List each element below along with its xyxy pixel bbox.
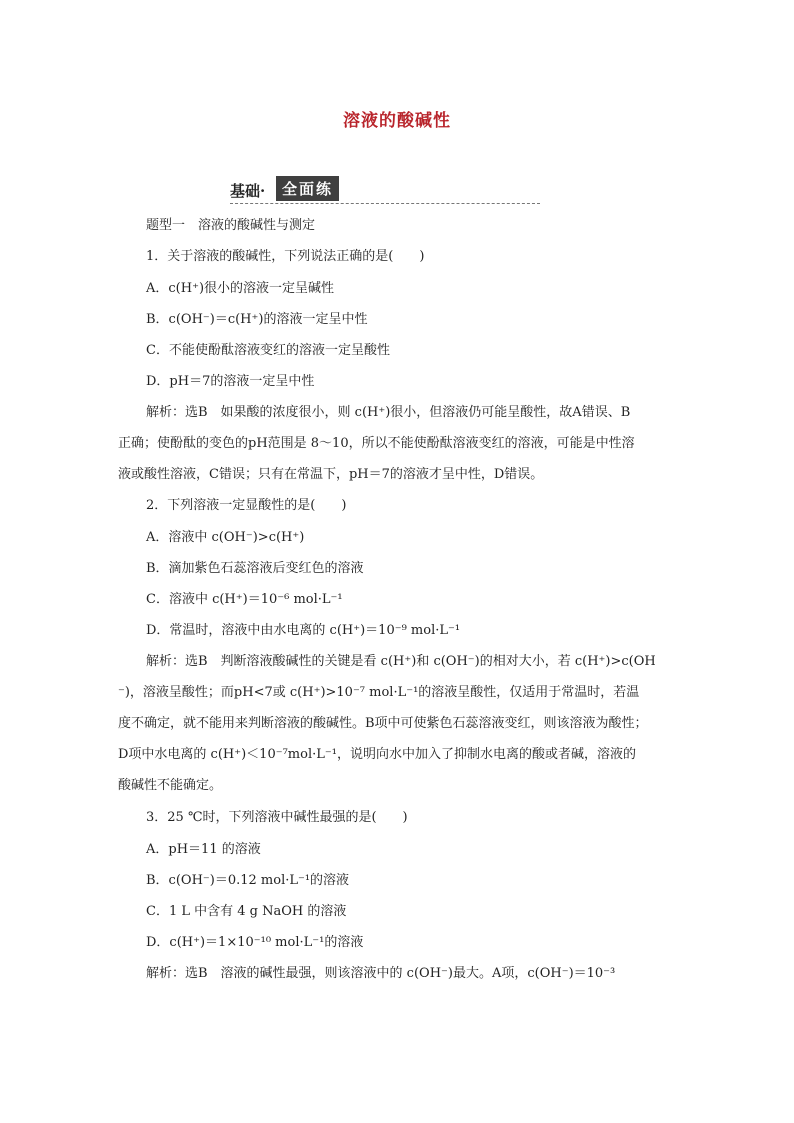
q1-analysis-line-3: 液或酸性溶液，C错误；只有在常温下，pH＝7的溶液才呈中性，D错误。 — [118, 467, 544, 482]
q1-analysis-line-2: 正确；使酚酞的变色的pH范围是 8～10，所以不能使酚酞溶液变红的溶液，可能是中性溶 — [118, 436, 635, 451]
q2-option-b: B．滴加紫色石蕊溶液后变红色的溶液 — [146, 561, 364, 576]
dashed-divider — [230, 203, 540, 204]
q2-option-c: C．溶液中 c(H⁺)＝10⁻⁶ mol·L⁻¹ — [146, 592, 343, 607]
q2-analysis-line-1: 解析：选B 判断溶液酸碱性的关键是看 c(H⁺)和 c(OH⁻)的相对大小，若 c(H⁺)>c(OH — [146, 654, 656, 669]
q2-option-a: A．溶液中 c(OH⁻)>c(H⁺) — [146, 530, 305, 545]
q1-stem: 1．关于溶液的酸碱性，下列说法正确的是( ) — [146, 249, 425, 264]
q2-option-d: D．常温时，溶液中由水电离的 c(H⁺)＝10⁻⁹ mol·L⁻¹ — [146, 623, 461, 638]
q1-option-a: A．c(H⁺)很小的溶液一定呈碱性 — [146, 281, 335, 296]
q1-option-c: C．不能使酚酞溶液变红的溶液一定呈酸性 — [146, 343, 390, 358]
q1-option-b: B．c(OH⁻)＝c(H⁺)的溶液一定呈中性 — [146, 312, 368, 327]
section-badge: 全面练 — [276, 176, 339, 201]
q3-option-a: A．pH＝11 的溶液 — [146, 842, 261, 857]
q1-option-d: D．pH＝7的溶液一定呈中性 — [146, 374, 315, 389]
page-title: 溶液的酸碱性 — [343, 111, 451, 131]
q1-analysis-line-1: 解析：选B 如果酸的浓度很小，则 c(H⁺)很小，但溶液仍可能呈酸性，故A错误、B — [146, 405, 631, 420]
section-header — [230, 176, 540, 204]
q3-option-c: C．1 L 中含有 4 g NaOH 的溶液 — [146, 904, 347, 919]
section-basic-label: 基础· — [230, 182, 266, 200]
q3-stem: 3．25 ℃时，下列溶液中碱性最强的是( ) — [146, 810, 408, 825]
q3-option-b: B．c(OH⁻)＝0.12 mol·L⁻¹的溶液 — [146, 873, 350, 888]
q2-analysis-line-3: 度不确定，就不能用来判断溶液的酸碱性。B项中可使紫色石蕊溶液变红，则该溶液为酸性； — [118, 716, 648, 731]
q3-analysis-line-1: 解析：选B 溶液的碱性最强，则该溶液中的 c(OH⁻)最大。A项，c(OH⁻)＝10⁻³ — [146, 966, 616, 981]
q2-analysis-line-4: D项中水电离的 c(H⁺)＜10⁻⁷mol·L⁻¹，说明向水中加入了抑制水电离的酸或者碱，溶液的 — [118, 747, 636, 762]
type-heading: 题型一 溶液的酸碱性与测定 — [146, 218, 316, 233]
q2-analysis-line-2: ⁻)，溶液呈酸性；而pH<7或 c(H⁺)>10⁻⁷ mol·L⁻¹的溶液呈酸性，仅适用于常温时，若温 — [118, 685, 640, 700]
q2-stem: 2．下列溶液一定显酸性的是( ) — [146, 498, 347, 513]
q3-option-d: D．c(H⁺)＝1×10⁻¹⁰ mol·L⁻¹的溶液 — [146, 935, 364, 950]
q2-analysis-line-5: 酸碱性不能确定。 — [118, 778, 223, 793]
